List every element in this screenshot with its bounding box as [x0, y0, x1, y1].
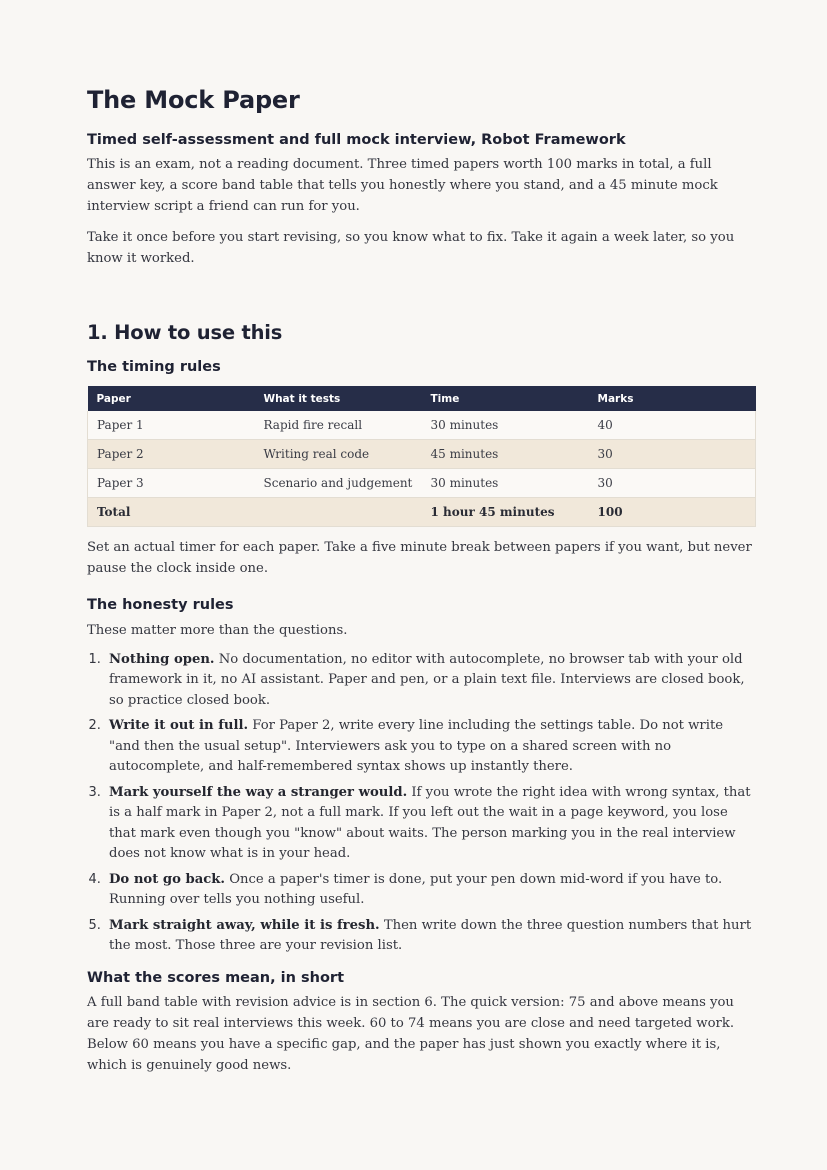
list-item-text: If you wrote the right idea with wrong syntax, that is a half mark in Paper 2, not a full mark. If you left out the wait in a page keyword, you lose that mark even though you "know" about waits. The person marking you in the real interview does not know what is in your head.	[109, 784, 751, 862]
table-cell: 1 hour 45 minutes	[422, 498, 589, 527]
scores-heading: What the scores mean, in short	[87, 969, 345, 986]
table-cell: Total	[88, 498, 255, 527]
list-item-lead: Nothing open.	[109, 651, 215, 667]
table-cell: Paper 2	[88, 440, 255, 469]
table-header-row	[88, 386, 756, 411]
table-cell: Rapid fire recall	[255, 411, 422, 440]
table-row	[88, 411, 756, 440]
table-row	[88, 440, 756, 469]
section-heading-how-to-use: 1. How to use this	[87, 320, 283, 344]
table-cell: Writing real code	[255, 440, 422, 469]
list-item-text: For Paper 2, write every line including the settings table. Do not write "and then the usual setup". Interviewers ask you to type on a shared screen with no autocomplete, and half-remembered syntax shows up instantly there.	[109, 718, 724, 775]
table-cell: Paper 1	[88, 411, 255, 440]
table-cell: 45 minutes	[422, 440, 589, 469]
list-item-text: Then write down the three question numbers that hurt the most. Those three are your revision list.	[109, 917, 752, 954]
list-item-lead: Do not go back.	[109, 871, 226, 887]
scores-paragraph: A full band table with revision advice is in section 6. The quick version: 75 and above means you are ready to sit real interviews this week. 60 to 74 means you are close and need targeted work. Below 60 means you have a specific gap, and the paper has just shown you exactly where it is, which is genuinely good news.	[87, 994, 735, 1073]
table-cell: 30 minutes	[422, 469, 589, 498]
timing-note: Set an actual timer for each paper. Take a five minute break between papers if you want, but never pause the clock inside one.	[87, 540, 752, 577]
list-item	[105, 716, 757, 778]
list-item-lead: Mark straight away, while it is fresh.	[109, 917, 380, 933]
page-title: The Mock Paper	[87, 86, 300, 114]
column-header-paper: Paper	[88, 386, 255, 411]
intro-paragraph-2: Take it once before you start revising, so you know what to fix. Take it again a week later, so you know it worked.	[87, 229, 735, 266]
table-cell: 40	[589, 411, 756, 440]
page-subtitle: Timed self-assessment and full mock interview, Robot Framework	[87, 131, 626, 148]
list-item-lead: Mark yourself the way a stranger would.	[109, 784, 408, 800]
list-item	[105, 783, 757, 865]
table-cell: 30 minutes	[422, 411, 589, 440]
list-item-lead: Write it out in full.	[109, 718, 249, 734]
column-header-what-it-tests: What it tests	[255, 386, 422, 411]
table-cell: 30	[589, 469, 756, 498]
table-total-row	[88, 498, 756, 527]
honesty-intro: These matter more than the questions.	[87, 622, 348, 638]
table-cell: 30	[589, 440, 756, 469]
honesty-rules-heading: The honesty rules	[87, 597, 234, 614]
table-cell: Paper 3	[88, 469, 255, 498]
list-item	[105, 916, 757, 957]
table-cell: 100	[589, 498, 756, 527]
timing-rules-heading: The timing rules	[87, 359, 221, 376]
list-item-text: Once a paper's timer is done, put your pen down mid-word if you have to. Running over tells you nothing useful.	[109, 871, 723, 908]
timing-table	[87, 386, 756, 527]
column-header-time: Time	[422, 386, 589, 411]
table-cell	[255, 498, 422, 527]
table-cell: Scenario and judgement	[255, 469, 422, 498]
honesty-rules-list	[87, 650, 757, 957]
table-row	[88, 469, 756, 498]
column-header-marks: Marks	[589, 386, 756, 411]
list-item	[105, 870, 757, 911]
list-item-text: No documentation, no editor with autocomplete, no browser tab with your old framework in it, no AI assistant. Paper and pen, or a plain text file. Interviews are closed book, so practice closed book.	[109, 651, 745, 708]
intro-paragraph-1: This is an exam, not a reading document. Three timed papers worth 100 marks in total, a full answer key, a score band table that tells you honestly where you stand, and a 45 minute mock interview script a friend can run for you.	[87, 156, 718, 214]
list-item	[105, 650, 757, 712]
